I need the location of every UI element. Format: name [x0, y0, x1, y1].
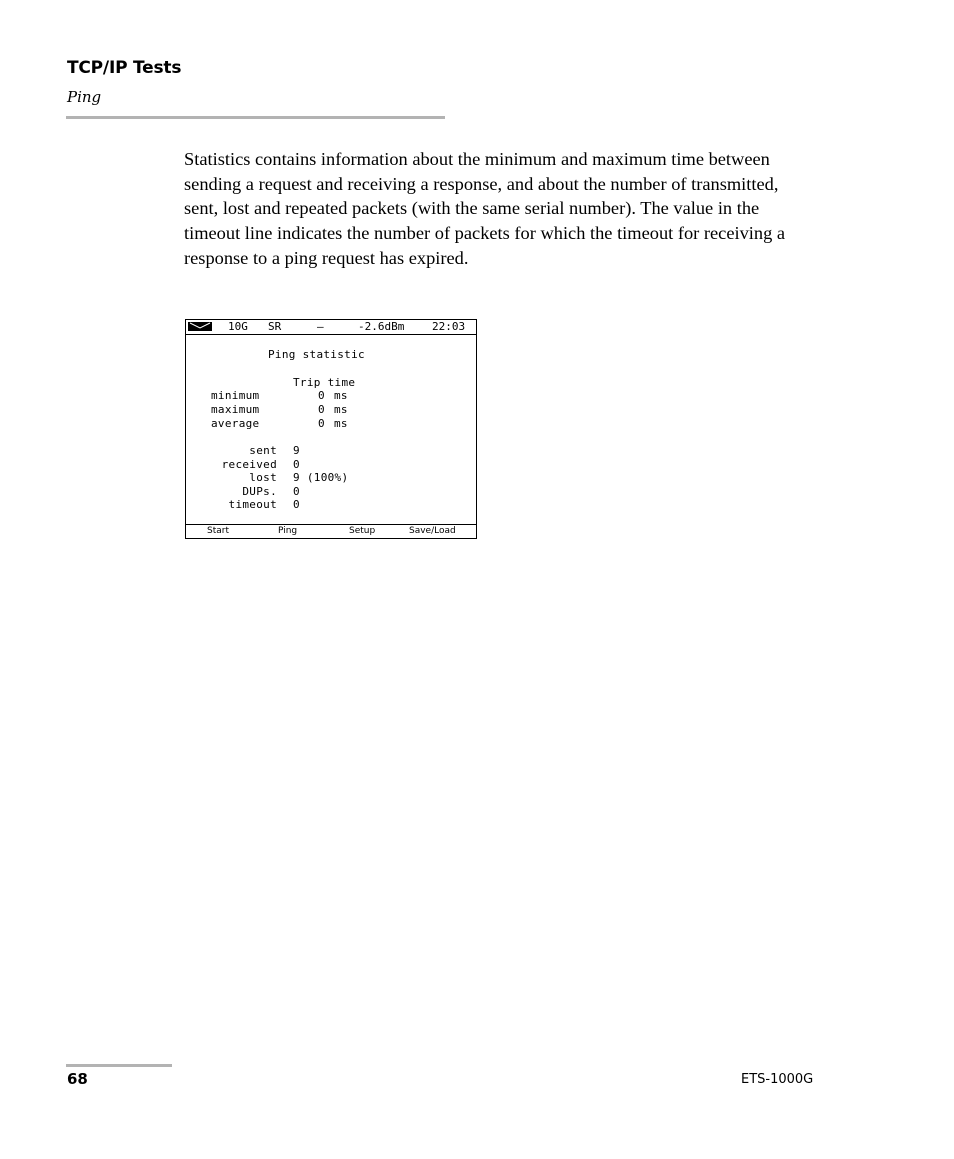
- body-paragraph: Statistics contains information about the minimum and maximum time between sending a request and receiving a response, and about the number of transmitted, sent, lost and repeated packets (with the same serial number). The value in the timeout line indicates the number of packets for which the timeout for receiving a response to a ping request has expired.: [184, 149, 786, 268]
- section-subtitle: Ping: [67, 88, 102, 106]
- screen-title: Ping statistic: [268, 348, 365, 361]
- packet-value-lost: 9 (100%): [293, 471, 349, 484]
- section-title: TCP/IP Tests: [67, 58, 182, 78]
- status-dash: —: [317, 320, 324, 333]
- softkey-setup[interactable]: Setup: [349, 526, 376, 536]
- softkey-save-load[interactable]: Save/Load: [409, 526, 456, 536]
- packet-label-timeout: timeout: [228, 498, 277, 511]
- header-rule: [66, 116, 445, 119]
- device-screenshot: [185, 319, 477, 539]
- softkey-bar: [186, 524, 476, 538]
- trip-time-header: Trip time: [293, 376, 356, 389]
- trip-label-minimum: minimum: [211, 389, 260, 402]
- trip-label-average: average: [211, 417, 260, 430]
- packet-value-timeout: 0: [293, 498, 300, 511]
- packet-label-sent: sent: [249, 444, 277, 457]
- envelope-icon: [188, 322, 212, 331]
- status-time: 22:03: [432, 320, 466, 333]
- softkey-ping[interactable]: Ping: [278, 526, 298, 536]
- trip-label-maximum: maximum: [211, 403, 260, 416]
- status-bar: [186, 320, 476, 335]
- packet-value-sent: 9: [293, 444, 300, 457]
- packet-label-lost: lost: [249, 471, 277, 484]
- product-name: ETS-1000G: [741, 1072, 814, 1087]
- page-number: 68: [67, 1070, 88, 1088]
- packet-label-received: received: [221, 458, 277, 471]
- footer-rule: [66, 1064, 172, 1067]
- packet-value-received: 0: [293, 458, 300, 471]
- trip-unit-maximum: ms: [334, 403, 348, 416]
- packet-value-dups: 0: [293, 485, 300, 498]
- trip-value-minimum: 0: [318, 389, 325, 402]
- status-rate: 10G: [228, 320, 248, 333]
- status-power: -2.6dBm: [358, 320, 405, 333]
- status-mode: SR: [268, 320, 282, 333]
- trip-value-maximum: 0: [318, 403, 325, 416]
- trip-unit-minimum: ms: [334, 389, 348, 402]
- packet-label-dups: DUPs.: [242, 485, 277, 498]
- trip-unit-average: ms: [334, 417, 348, 430]
- softkey-start[interactable]: Start: [207, 526, 229, 536]
- trip-value-average: 0: [318, 417, 325, 430]
